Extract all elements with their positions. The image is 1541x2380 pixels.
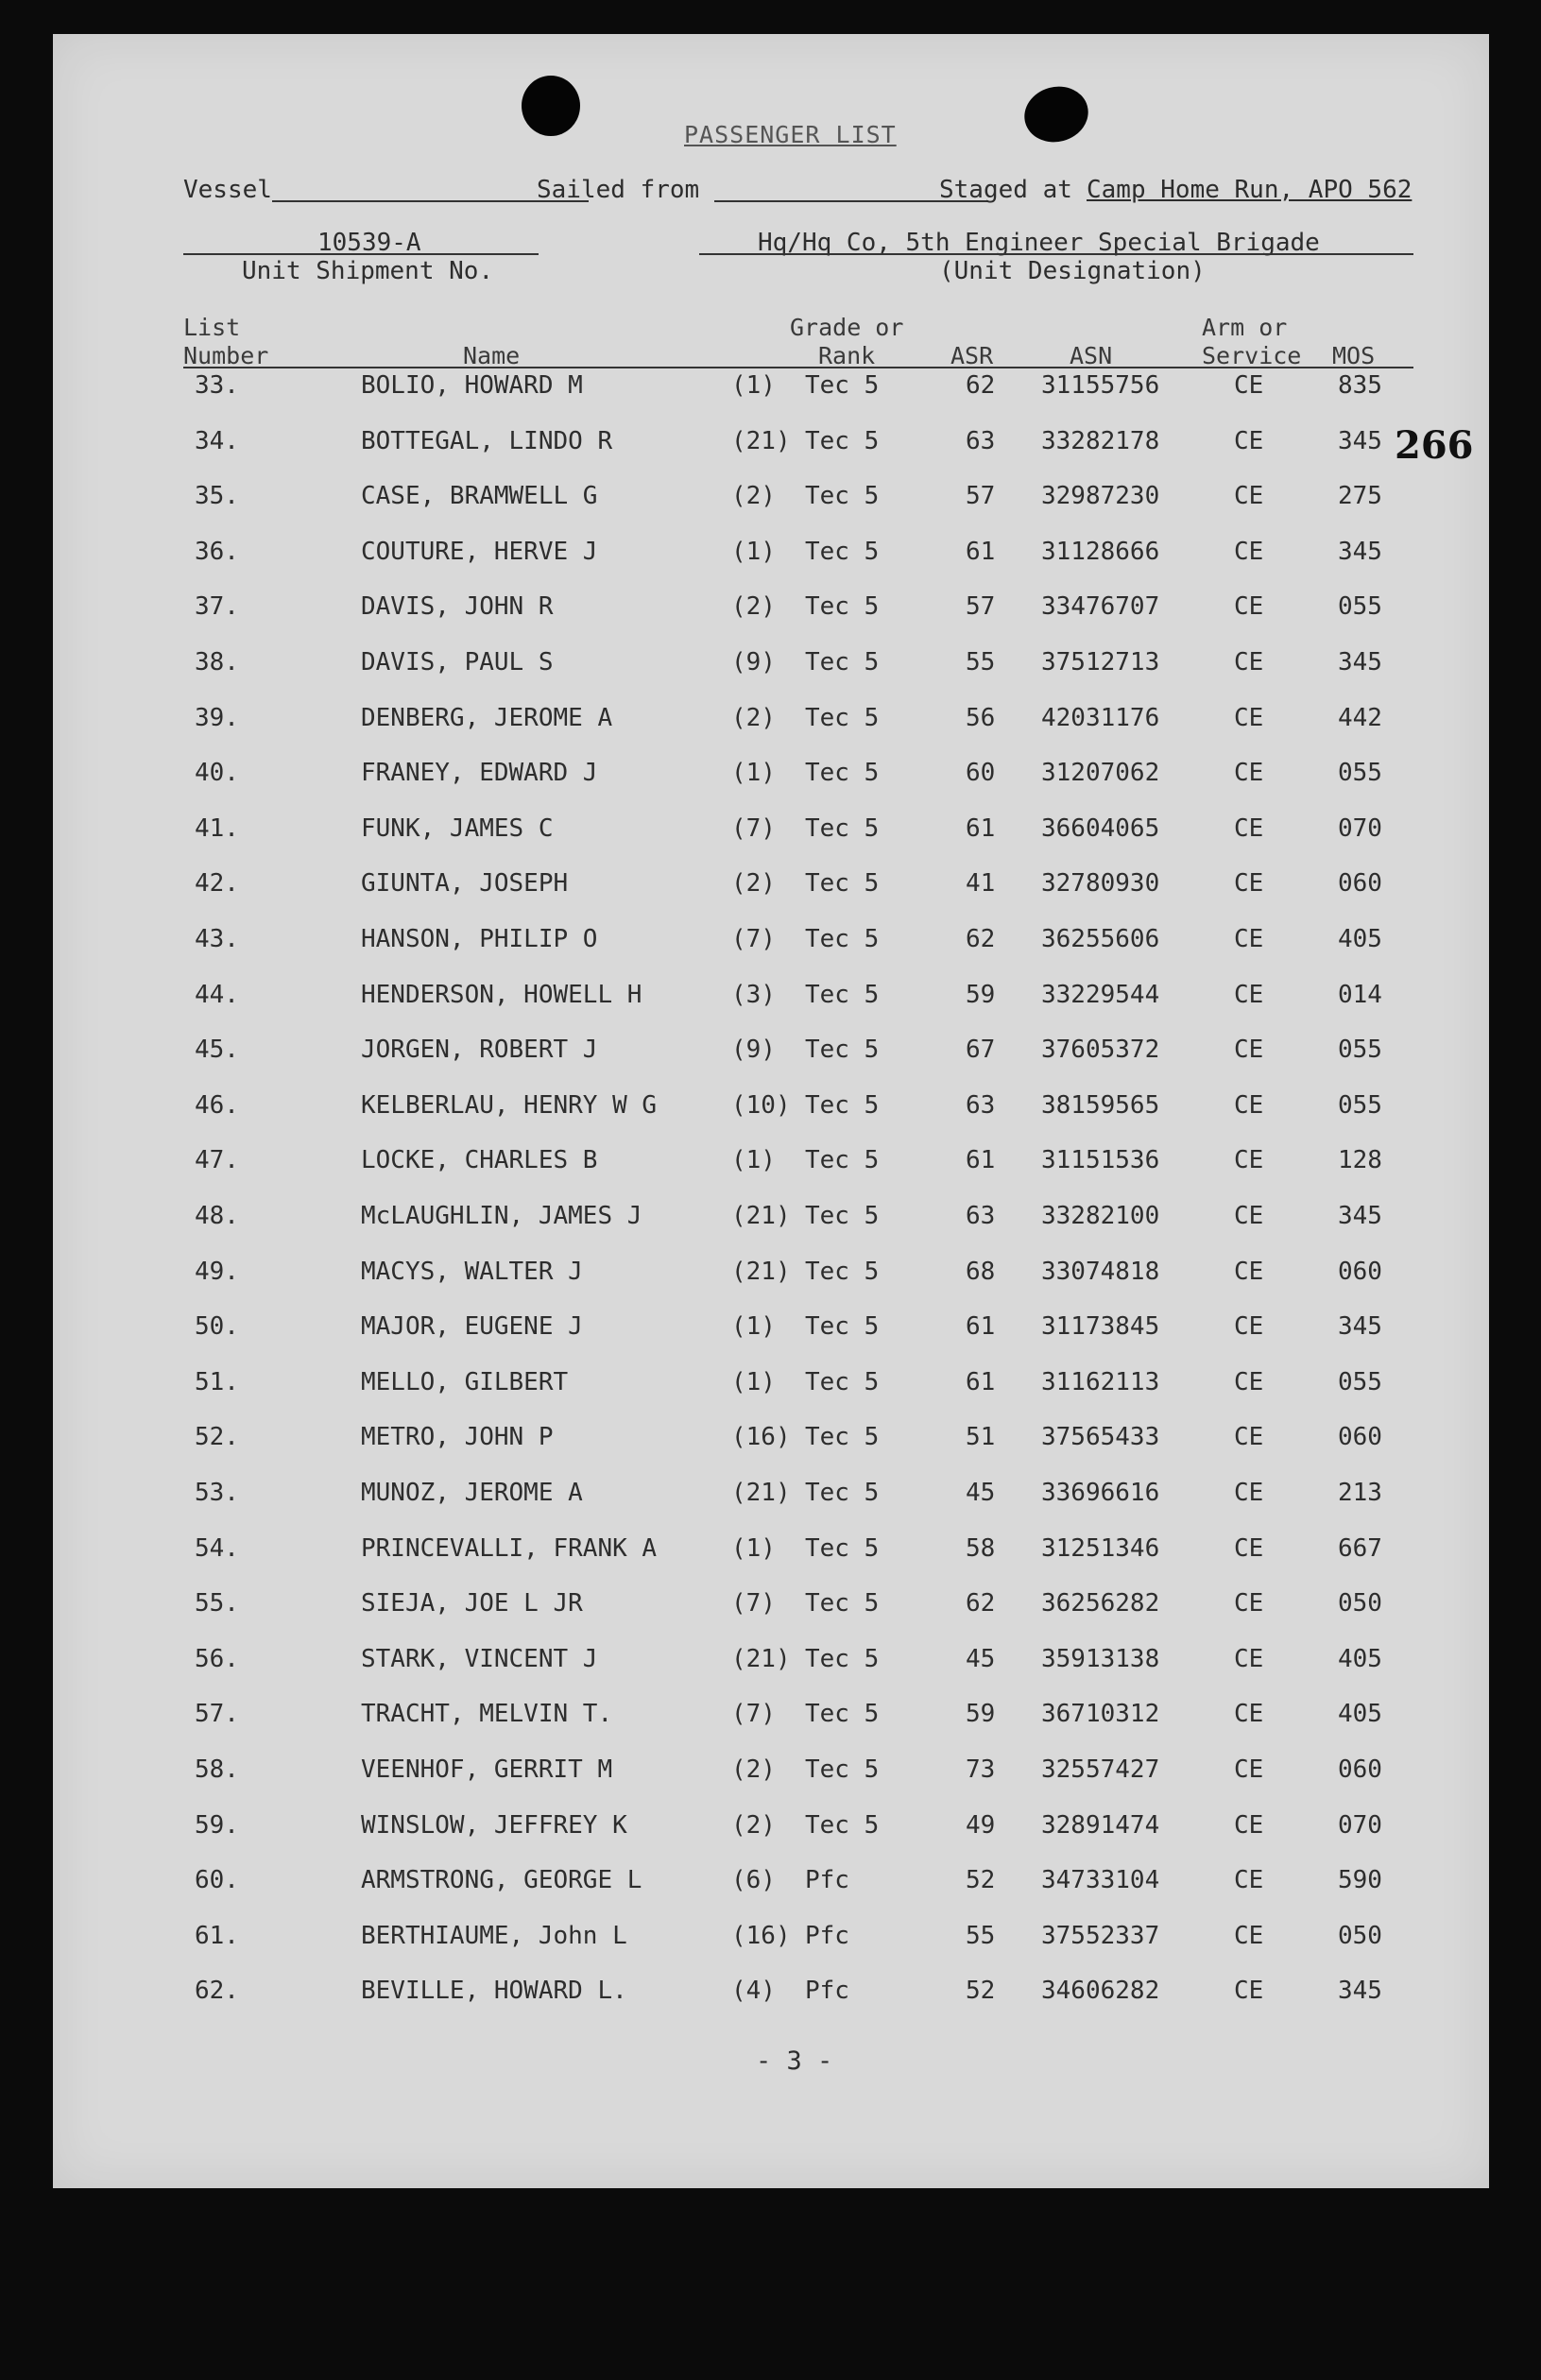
cell-asn: 32557427 xyxy=(1041,1755,1160,1784)
col-grade-1: Grade or xyxy=(790,314,904,341)
cell-num: 39. xyxy=(195,703,239,732)
cell-grade: (10) xyxy=(731,1090,791,1120)
cell-mos: 055 xyxy=(1338,1367,1382,1396)
cell-arm: CE xyxy=(1234,592,1264,622)
cell-grade: (1) xyxy=(731,537,776,566)
cell-mos: 213 xyxy=(1338,1479,1382,1507)
cell-grade: (1) xyxy=(731,371,776,400)
cell-asn: 33282178 xyxy=(1041,426,1160,455)
cell-grade: (16) xyxy=(731,1423,791,1452)
cell-arm: CE xyxy=(1234,869,1264,899)
cell-grade: (9) xyxy=(731,648,776,676)
cell-mos: 345 xyxy=(1338,648,1382,676)
cell-asn: 31151536 xyxy=(1041,1146,1160,1175)
cell-name: METRO, JOHN P xyxy=(361,1423,554,1452)
cell-rank: Tec 5 xyxy=(805,925,880,953)
unit-shipment-label: Unit Shipment No. xyxy=(242,257,494,285)
cell-grade: (3) xyxy=(731,980,776,1009)
cell-grade: (2) xyxy=(731,1755,776,1784)
cell-num: 36. xyxy=(195,537,239,566)
vessel-label: Vessel xyxy=(183,176,272,204)
cell-arm: CE xyxy=(1234,813,1264,843)
cell-mos: 442 xyxy=(1338,703,1382,732)
cell-grade: (2) xyxy=(731,482,776,511)
table-row xyxy=(53,482,1489,520)
cell-mos: 405 xyxy=(1338,1644,1382,1673)
cell-rank: Tec 5 xyxy=(805,869,880,899)
cell-mos: 055 xyxy=(1338,592,1382,622)
cell-rank: Tec 5 xyxy=(805,1036,880,1065)
cell-mos: 060 xyxy=(1338,1755,1382,1784)
cell-num: 38. xyxy=(195,648,239,676)
cell-rank: Pfc xyxy=(805,1977,849,2006)
cell-num: 47. xyxy=(195,1146,239,1175)
cell-mos: 345 xyxy=(1338,1202,1382,1230)
cell-rank: Tec 5 xyxy=(805,759,880,788)
cell-rank: Tec 5 xyxy=(805,371,880,400)
table-row xyxy=(53,1645,1489,1683)
cell-asn: 33696616 xyxy=(1041,1479,1160,1507)
cell-num: 44. xyxy=(195,980,239,1009)
cell-mos: 055 xyxy=(1338,1090,1382,1120)
cell-name: CASE, BRAMWELL G xyxy=(361,482,598,511)
cell-grade: (1) xyxy=(731,759,776,788)
cell-asr: 55 xyxy=(966,648,996,676)
cell-name: MUNOZ, JEROME A xyxy=(361,1479,583,1507)
cell-mos: 667 xyxy=(1338,1533,1382,1563)
cell-asn: 31162113 xyxy=(1041,1367,1160,1396)
cell-mos: 345 xyxy=(1338,1312,1382,1342)
cell-grade: (21) xyxy=(731,1257,791,1286)
cell-asr: 52 xyxy=(966,1977,996,2006)
cell-num: 34. xyxy=(195,426,239,455)
cell-asn: 32891474 xyxy=(1041,1810,1160,1840)
cell-grade: (9) xyxy=(731,1036,776,1065)
cell-mos: 275 xyxy=(1338,482,1382,511)
cell-arm: CE xyxy=(1234,648,1264,676)
cell-name: VEENHOF, GERRIT M xyxy=(361,1755,613,1784)
unit-shipment-number: 10539-A xyxy=(317,229,421,257)
cell-rank: Tec 5 xyxy=(805,1257,880,1286)
cell-asr: 67 xyxy=(966,1036,996,1065)
cell-grade: (6) xyxy=(731,1866,776,1895)
cell-num: 54. xyxy=(195,1533,239,1563)
cell-arm: CE xyxy=(1234,1202,1264,1230)
cell-grade: (1) xyxy=(731,1312,776,1342)
cell-asn: 34733104 xyxy=(1041,1866,1160,1895)
unit-shipment-line xyxy=(183,253,539,255)
table-row xyxy=(53,1368,1489,1406)
cell-rank: Pfc xyxy=(805,1921,849,1950)
staged-at-value: Camp Home Run, APO 562 xyxy=(1087,176,1413,204)
cell-name: KELBERLAU, HENRY W G xyxy=(361,1090,658,1120)
cell-grade: (2) xyxy=(731,592,776,622)
cell-mos: 060 xyxy=(1338,1257,1382,1286)
cell-arm: CE xyxy=(1234,1312,1264,1342)
cell-arm: CE xyxy=(1234,426,1264,455)
table-row xyxy=(53,759,1489,796)
cell-asr: 59 xyxy=(966,1700,996,1729)
col-list-1: List xyxy=(183,314,241,341)
cell-rank: Tec 5 xyxy=(805,1367,880,1396)
cell-num: 59. xyxy=(195,1810,239,1840)
cell-rank: Tec 5 xyxy=(805,592,880,622)
cell-arm: CE xyxy=(1234,1367,1264,1396)
cell-asn: 36256282 xyxy=(1041,1589,1160,1618)
sailed-from-label: Sailed from xyxy=(537,176,700,204)
cell-mos: 055 xyxy=(1338,1036,1382,1065)
col-name: Name xyxy=(463,342,521,369)
table-row xyxy=(53,1312,1489,1350)
cell-mos: 060 xyxy=(1338,1423,1382,1452)
cell-name: FRANEY, EDWARD J xyxy=(361,759,598,788)
cell-num: 40. xyxy=(195,759,239,788)
cell-asn: 37552337 xyxy=(1041,1921,1160,1950)
cell-rank: Tec 5 xyxy=(805,1312,880,1342)
cell-rank: Tec 5 xyxy=(805,1810,880,1840)
cell-asn: 31207062 xyxy=(1041,759,1160,788)
cell-rank: Tec 5 xyxy=(805,1644,880,1673)
cell-asr: 62 xyxy=(966,371,996,400)
cell-asr: 57 xyxy=(966,482,996,511)
cell-arm: CE xyxy=(1234,1866,1264,1895)
cell-num: 62. xyxy=(195,1977,239,2006)
col-arm-2: Service xyxy=(1202,342,1302,369)
cell-asr: 62 xyxy=(966,925,996,953)
cell-arm: CE xyxy=(1234,1700,1264,1729)
cell-name: BOTTEGAL, LINDO R xyxy=(361,426,613,455)
col-asr: ASR xyxy=(950,342,994,369)
table-row xyxy=(53,981,1489,1019)
cell-mos: 345 xyxy=(1338,537,1382,566)
cell-name: DAVIS, PAUL S xyxy=(361,648,554,676)
col-list-2: Number xyxy=(183,342,269,369)
cell-asr: 51 xyxy=(966,1423,996,1452)
cell-name: LOCKE, CHARLES B xyxy=(361,1146,598,1175)
document-page xyxy=(53,34,1489,2188)
table-row xyxy=(53,1146,1489,1184)
cell-mos: 835 xyxy=(1338,371,1382,400)
table-row xyxy=(53,1922,1489,1960)
cell-mos: 070 xyxy=(1338,1810,1382,1840)
staged-at-label: Staged at xyxy=(939,176,1072,204)
cell-mos: 050 xyxy=(1338,1921,1382,1950)
cell-asn: 35913138 xyxy=(1041,1644,1160,1673)
cell-grade: (1) xyxy=(731,1367,776,1396)
table-row xyxy=(53,1534,1489,1572)
cell-name: BERTHIAUME, John L xyxy=(361,1921,627,1950)
table-row xyxy=(53,1811,1489,1849)
cell-asn: 31173845 xyxy=(1041,1312,1160,1342)
cell-name: STARK, VINCENT J xyxy=(361,1644,598,1673)
col-arm-1: Arm or xyxy=(1202,314,1288,341)
cell-grade: (1) xyxy=(731,1146,776,1175)
cell-asr: 61 xyxy=(966,1312,996,1342)
cell-num: 53. xyxy=(195,1479,239,1507)
page-title: PASSENGER LIST xyxy=(684,121,897,148)
unit-designation-line xyxy=(699,253,1413,255)
cell-rank: Tec 5 xyxy=(805,1700,880,1729)
cell-mos: 590 xyxy=(1338,1866,1382,1895)
punch-hole xyxy=(1019,79,1095,149)
table-row xyxy=(53,1755,1489,1793)
cell-num: 46. xyxy=(195,1090,239,1120)
cell-asn: 37605372 xyxy=(1041,1036,1160,1065)
cell-arm: CE xyxy=(1234,1810,1264,1840)
cell-num: 61. xyxy=(195,1921,239,1950)
cell-mos: 060 xyxy=(1338,869,1382,899)
cell-asr: 61 xyxy=(966,1367,996,1396)
cell-arm: CE xyxy=(1234,1423,1264,1452)
cell-arm: CE xyxy=(1234,703,1264,732)
cell-num: 60. xyxy=(195,1866,239,1895)
cell-num: 52. xyxy=(195,1423,239,1452)
cell-arm: CE xyxy=(1234,537,1264,566)
cell-arm: CE xyxy=(1234,1146,1264,1175)
cell-name: WINSLOW, JEFFREY K xyxy=(361,1810,627,1840)
cell-num: 41. xyxy=(195,813,239,843)
cell-name: HENDERSON, HOWELL H xyxy=(361,980,642,1009)
cell-rank: Tec 5 xyxy=(805,980,880,1009)
cell-arm: CE xyxy=(1234,1257,1264,1286)
cell-num: 51. xyxy=(195,1367,239,1396)
punch-hole xyxy=(522,76,580,136)
cell-asr: 56 xyxy=(966,703,996,732)
cell-mos: 050 xyxy=(1338,1589,1382,1618)
cell-num: 55. xyxy=(195,1589,239,1618)
cell-num: 50. xyxy=(195,1312,239,1342)
cell-asr: 52 xyxy=(966,1866,996,1895)
cell-mos: 128 xyxy=(1338,1146,1382,1175)
table-row xyxy=(53,538,1489,575)
table-row xyxy=(53,592,1489,630)
cell-num: 57. xyxy=(195,1700,239,1729)
cell-arm: CE xyxy=(1234,482,1264,511)
cell-asr: 61 xyxy=(966,1146,996,1175)
cell-arm: CE xyxy=(1234,1533,1264,1563)
cell-asr: 57 xyxy=(966,592,996,622)
cell-arm: CE xyxy=(1234,1921,1264,1950)
cell-rank: Tec 5 xyxy=(805,813,880,843)
cell-asn: 32987230 xyxy=(1041,482,1160,511)
cell-arm: CE xyxy=(1234,980,1264,1009)
cell-grade: (4) xyxy=(731,1977,776,2006)
cell-asr: 59 xyxy=(966,980,996,1009)
cell-asn: 36604065 xyxy=(1041,813,1160,843)
cell-asn: 31251346 xyxy=(1041,1533,1160,1563)
cell-num: 37. xyxy=(195,592,239,622)
cell-rank: Tec 5 xyxy=(805,1090,880,1120)
cell-grade: (21) xyxy=(731,1479,791,1507)
cell-rank: Tec 5 xyxy=(805,1755,880,1784)
cell-num: 35. xyxy=(195,482,239,511)
cell-rank: Tec 5 xyxy=(805,703,880,732)
cell-rank: Tec 5 xyxy=(805,1423,880,1452)
unit-designation: Hq/Hq Co, 5th Engineer Special Brigade xyxy=(758,229,1320,257)
cell-grade: (2) xyxy=(731,1810,776,1840)
cell-num: 42. xyxy=(195,869,239,899)
cell-arm: CE xyxy=(1234,371,1264,400)
cell-asn: 42031176 xyxy=(1041,703,1160,732)
cell-asr: 61 xyxy=(966,537,996,566)
table-row xyxy=(53,925,1489,963)
cell-name: DAVIS, JOHN R xyxy=(361,592,554,622)
cell-arm: CE xyxy=(1234,1977,1264,2006)
cell-name: MAJOR, EUGENE J xyxy=(361,1312,583,1342)
cell-asr: 55 xyxy=(966,1921,996,1950)
cell-arm: CE xyxy=(1234,1036,1264,1065)
table-row xyxy=(53,1091,1489,1129)
cell-name: FUNK, JAMES C xyxy=(361,813,554,843)
cell-asn: 33282100 xyxy=(1041,1202,1160,1230)
cell-grade: (16) xyxy=(731,1921,791,1950)
cell-num: 49. xyxy=(195,1257,239,1286)
cell-name: HANSON, PHILIP O xyxy=(361,925,598,953)
cell-asn: 31155756 xyxy=(1041,371,1160,400)
cell-mos: 014 xyxy=(1338,980,1382,1009)
table-row xyxy=(53,814,1489,852)
cell-asr: 49 xyxy=(966,1810,996,1840)
cell-grade: (7) xyxy=(731,1700,776,1729)
cell-rank: Tec 5 xyxy=(805,482,880,511)
cell-arm: CE xyxy=(1234,759,1264,788)
cell-mos: 405 xyxy=(1338,1700,1382,1729)
cell-rank: Tec 5 xyxy=(805,1146,880,1175)
cell-asn: 33074818 xyxy=(1041,1257,1160,1286)
cell-name: ARMSTRONG, GEORGE L xyxy=(361,1866,642,1895)
cell-asn: 34606282 xyxy=(1041,1977,1160,2006)
cell-asr: 60 xyxy=(966,759,996,788)
cell-rank: Tec 5 xyxy=(805,537,880,566)
cell-arm: CE xyxy=(1234,1644,1264,1673)
col-mos: MOS xyxy=(1332,342,1376,369)
cell-name: MELLO, GILBERT xyxy=(361,1367,569,1396)
cell-num: 58. xyxy=(195,1755,239,1784)
cell-num: 43. xyxy=(195,925,239,953)
cell-asr: 45 xyxy=(966,1479,996,1507)
header-rule xyxy=(183,367,1413,368)
cell-name: BEVILLE, HOWARD L. xyxy=(361,1977,627,2006)
col-grade-2: Rank xyxy=(818,342,876,369)
cell-grade: (2) xyxy=(731,703,776,732)
col-asn: ASN xyxy=(1070,342,1113,369)
cell-asr: 63 xyxy=(966,1090,996,1120)
cell-asn: 37565433 xyxy=(1041,1423,1160,1452)
cell-rank: Tec 5 xyxy=(805,1533,880,1563)
cell-asr: 58 xyxy=(966,1533,996,1563)
cell-asn: 33476707 xyxy=(1041,592,1160,622)
cell-arm: CE xyxy=(1234,925,1264,953)
table-row xyxy=(53,1866,1489,1904)
page-number: - 3 - xyxy=(756,2046,833,2076)
cell-grade: (21) xyxy=(731,426,791,455)
cell-rank: Tec 5 xyxy=(805,1479,880,1507)
table-row xyxy=(53,704,1489,742)
cell-mos: 345 xyxy=(1338,1977,1382,2006)
cell-asr: 61 xyxy=(966,813,996,843)
cell-name: McLAUGHLIN, JAMES J xyxy=(361,1202,642,1230)
cell-mos: 055 xyxy=(1338,759,1382,788)
table-row xyxy=(53,1258,1489,1295)
cell-name: TRACHT, MELVIN T. xyxy=(361,1700,613,1729)
cell-asn: 36710312 xyxy=(1041,1700,1160,1729)
cell-num: 56. xyxy=(195,1644,239,1673)
cell-asn: 38159565 xyxy=(1041,1090,1160,1120)
cell-mos: 070 xyxy=(1338,813,1382,843)
cell-grade: (1) xyxy=(731,1533,776,1563)
cell-asr: 63 xyxy=(966,426,996,455)
cell-name: MACYS, WALTER J xyxy=(361,1257,583,1286)
cell-grade: (2) xyxy=(731,869,776,899)
cell-rank: Tec 5 xyxy=(805,1589,880,1618)
table-row xyxy=(53,1589,1489,1627)
cell-rank: Pfc xyxy=(805,1866,849,1895)
table-row xyxy=(53,1423,1489,1461)
cell-num: 33. xyxy=(195,371,239,400)
cell-arm: CE xyxy=(1234,1479,1264,1507)
table-row xyxy=(53,1202,1489,1240)
cell-asn: 36255606 xyxy=(1041,925,1160,953)
cell-asr: 68 xyxy=(966,1257,996,1286)
table-row xyxy=(53,371,1489,409)
cell-name: COUTURE, HERVE J xyxy=(361,537,598,566)
cell-arm: CE xyxy=(1234,1755,1264,1784)
table-row xyxy=(53,1977,1489,2014)
cell-rank: Tec 5 xyxy=(805,1202,880,1230)
cell-name: JORGEN, ROBERT J xyxy=(361,1036,598,1065)
cell-mos: 405 xyxy=(1338,925,1382,953)
cell-asr: 45 xyxy=(966,1644,996,1673)
cell-name: SIEJA, JOE L JR xyxy=(361,1589,583,1618)
cell-name: GIUNTA, JOSEPH xyxy=(361,869,569,899)
page-stamp: 266 xyxy=(1395,423,1474,468)
cell-asr: 63 xyxy=(966,1202,996,1230)
cell-num: 45. xyxy=(195,1036,239,1065)
cell-asn: 33229544 xyxy=(1041,980,1160,1009)
cell-arm: CE xyxy=(1234,1589,1264,1618)
cell-grade: (21) xyxy=(731,1644,791,1673)
table-row xyxy=(53,1479,1489,1516)
cell-grade: (7) xyxy=(731,1589,776,1618)
cell-asn: 32780930 xyxy=(1041,869,1160,899)
cell-num: 48. xyxy=(195,1202,239,1230)
table-row xyxy=(53,1036,1489,1073)
cell-rank: Tec 5 xyxy=(805,648,880,676)
table-row xyxy=(53,1700,1489,1738)
cell-asr: 62 xyxy=(966,1589,996,1618)
cell-mos: 345 xyxy=(1338,426,1382,455)
cell-grade: (7) xyxy=(731,925,776,953)
cell-asn: 37512713 xyxy=(1041,648,1160,676)
table-row xyxy=(53,427,1489,465)
cell-grade: (21) xyxy=(731,1202,791,1230)
cell-asr: 73 xyxy=(966,1755,996,1784)
table-row xyxy=(53,869,1489,907)
cell-grade: (7) xyxy=(731,813,776,843)
cell-name: PRINCEVALLI, FRANK A xyxy=(361,1533,658,1563)
unit-designation-label: (Unit Designation) xyxy=(939,257,1206,285)
cell-rank: Tec 5 xyxy=(805,426,880,455)
cell-arm: CE xyxy=(1234,1090,1264,1120)
cell-asr: 41 xyxy=(966,869,996,899)
cell-name: DENBERG, JEROME A xyxy=(361,703,613,732)
cell-name: BOLIO, HOWARD M xyxy=(361,371,583,400)
table-row xyxy=(53,648,1489,686)
cell-asn: 31128666 xyxy=(1041,537,1160,566)
